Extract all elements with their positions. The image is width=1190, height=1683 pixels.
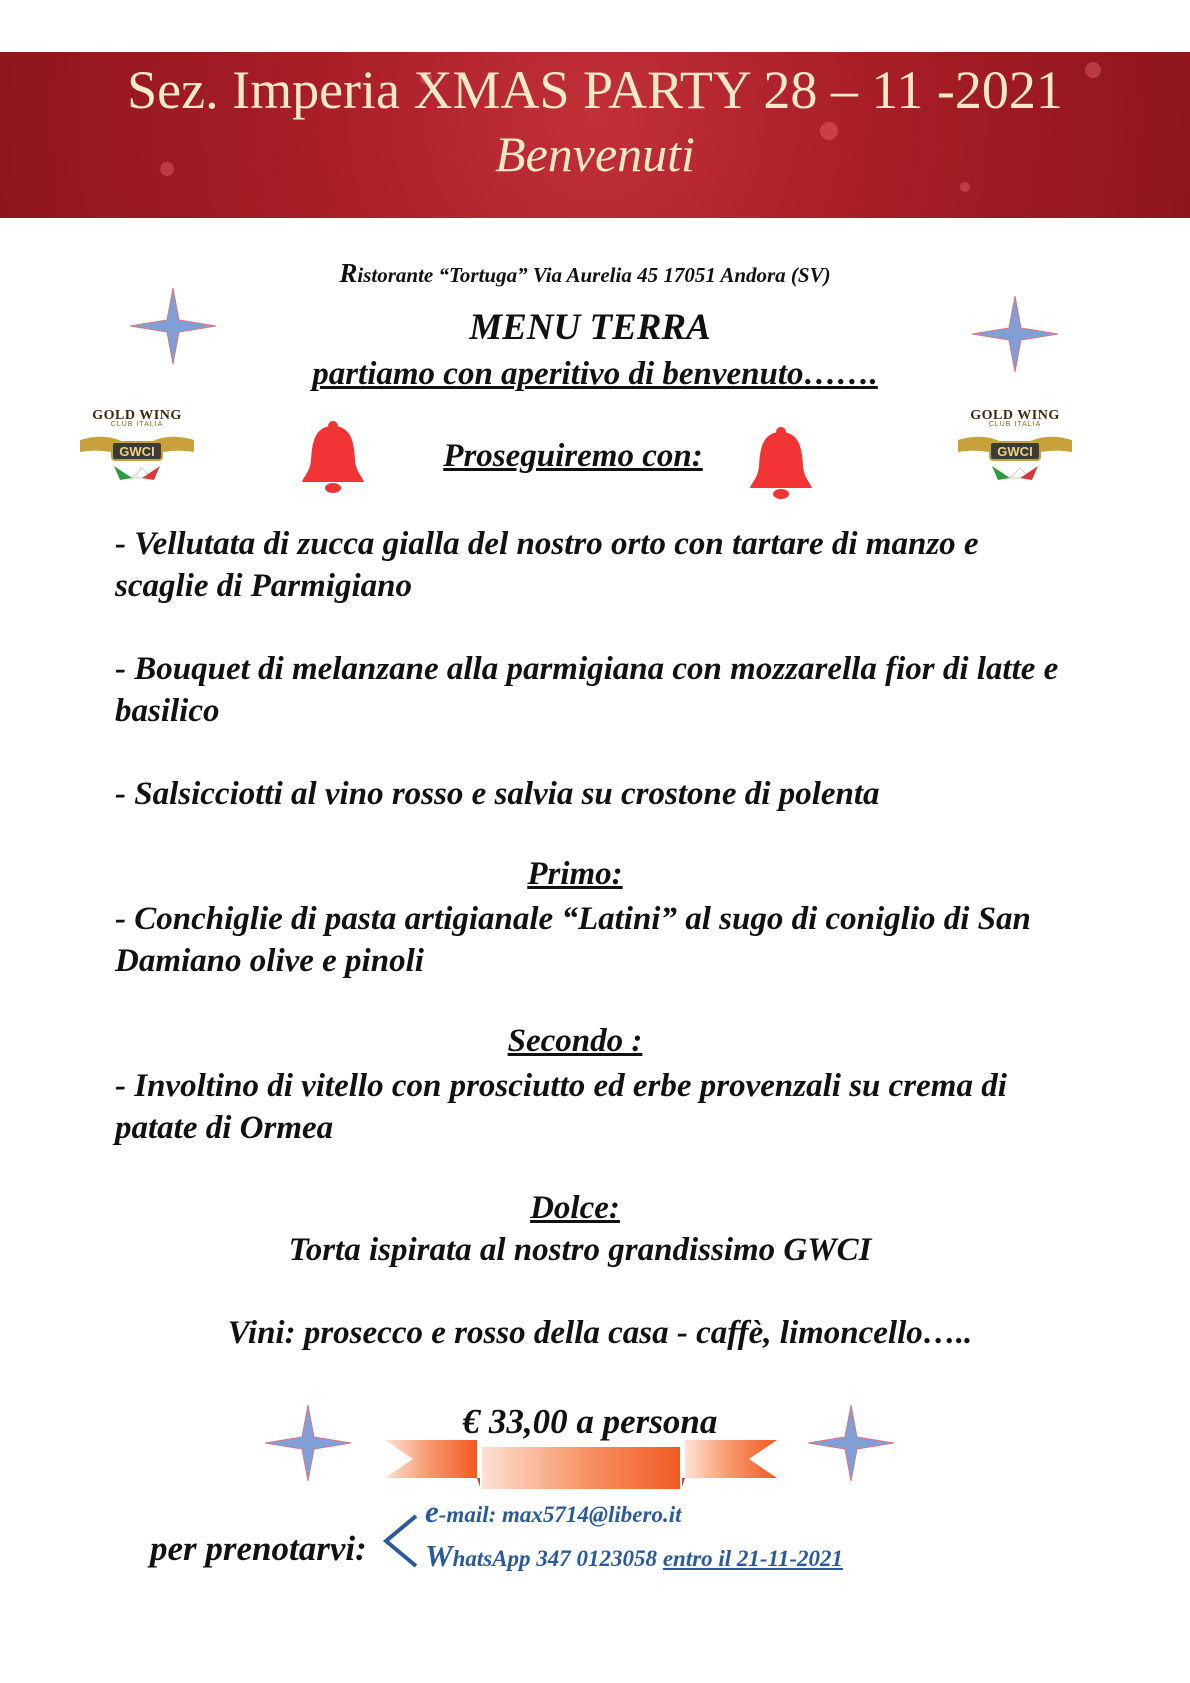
- dolce-item: Torta ispirata al nostro grandissimo GWCI: [288, 1232, 872, 1268]
- booking-label: per prenotarvi:: [150, 1529, 367, 1568]
- banner-title: Sez. Imperia XMAS PARTY 28 – 11 -2021: [127, 60, 1063, 120]
- logo-badge: GWCI: [997, 444, 1033, 459]
- email-initial: e: [425, 1494, 439, 1529]
- price: € 33,00 a persona: [462, 1402, 718, 1441]
- menu-item: - Conchiglie di pasta artigianale “Latini” al sugo di coniglio di San Damiano olive e pinoli: [115, 901, 1031, 979]
- primo-heading: Primo:: [527, 856, 623, 892]
- banner-subtitle: Benvenuti: [495, 126, 695, 182]
- address-text: istorante “Tortuga” Via Aurelia 45 17051 Andora (SV): [357, 263, 831, 287]
- menu-item: - Bouquet di melanzane alla parmigiana con mozzarella fior di latte e basilico: [115, 651, 1059, 729]
- address-initial: R: [339, 258, 358, 288]
- logo-subtitle: CLUB ITALIA: [110, 421, 164, 428]
- header-banner: [0, 52, 1190, 218]
- aperitivo-line: partiamo con aperitivo di benvenuto…….: [312, 356, 878, 392]
- menu-item: - Involtino di vitello con prosciutto ed erbe provenzali su crema di patate di Ormea: [115, 1068, 1007, 1146]
- proseguiremo-heading: Proseguiremo con:: [443, 438, 703, 474]
- email-text: -mail: max5714@libero.it: [438, 1502, 682, 1527]
- whatsapp-initial: W: [425, 1538, 453, 1573]
- restaurant-address: [0, 258, 1170, 289]
- secondo-heading: Secondo :: [507, 1023, 643, 1059]
- logo-title: GOLD WING: [970, 408, 1060, 423]
- whatsapp-text: hatsApp 347 0123058: [452, 1546, 663, 1571]
- menu-item: - Vellutata di zucca gialla del nostro orto con tartare di manzo e scaglie di Parmigiano: [115, 526, 979, 604]
- menu-title: MENU TERRA: [469, 307, 711, 348]
- email-line[interactable]: [425, 1494, 682, 1530]
- logo-badge: GWCI: [119, 444, 155, 459]
- logo-subtitle: CLUB ITALIA: [988, 421, 1042, 428]
- booking-deadline: entro il 21-11-2021: [662, 1546, 843, 1571]
- whatsapp-line[interactable]: [425, 1538, 843, 1574]
- brace-icon: [382, 1514, 418, 1568]
- wine-line: Vini: prosecco e rosso della casa - caffè, limoncello…..: [227, 1315, 973, 1351]
- menu-item: - Salsicciotti al vino rosso e salvia su crostone di polenta: [115, 776, 880, 812]
- logo-title: GOLD WING: [92, 408, 182, 423]
- dolce-heading: Dolce:: [530, 1190, 620, 1226]
